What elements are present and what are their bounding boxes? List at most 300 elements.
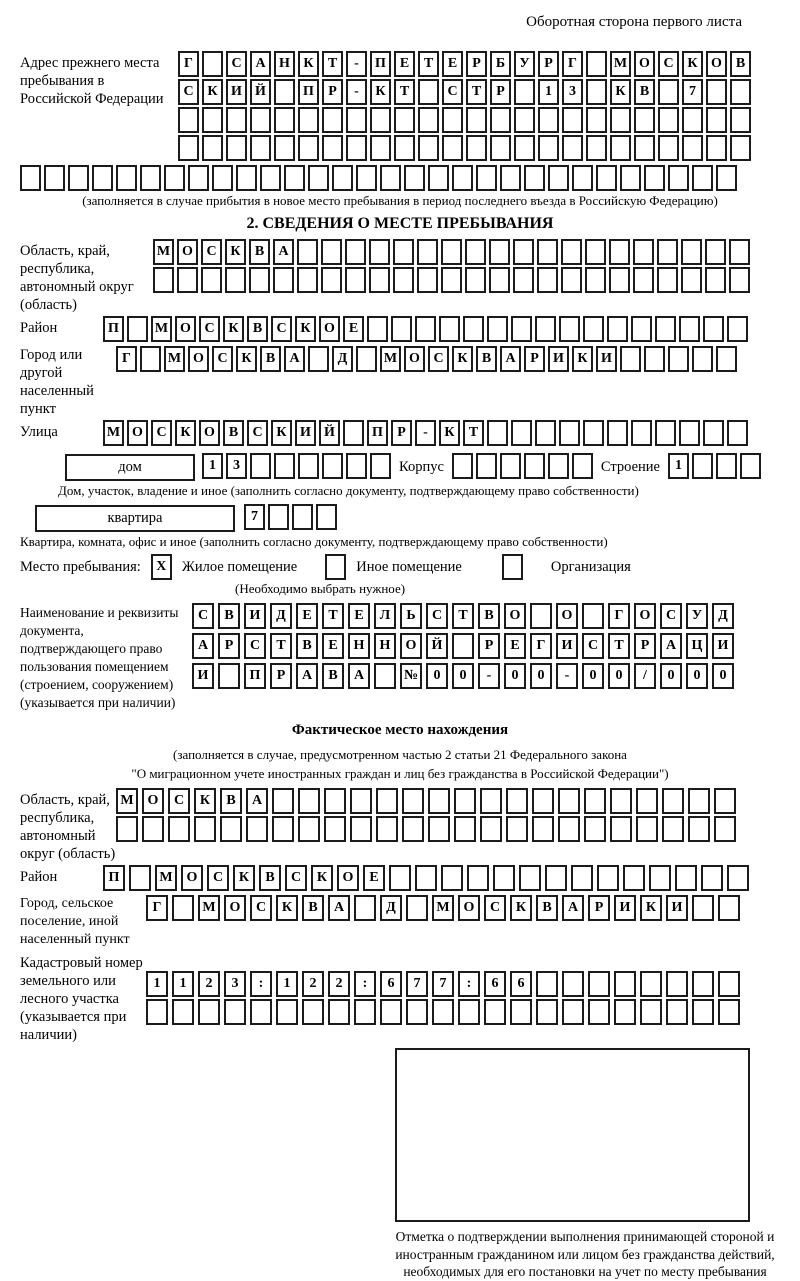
char-box[interactable]: Р — [391, 420, 412, 446]
char-box[interactable] — [706, 135, 727, 161]
char-box[interactable] — [530, 603, 552, 629]
char-box[interactable]: О — [404, 346, 425, 372]
char-box[interactable]: 1 — [668, 453, 689, 479]
char-box[interactable] — [588, 999, 610, 1025]
char-box[interactable] — [356, 346, 377, 372]
char-box[interactable] — [452, 453, 473, 479]
char-box[interactable]: К — [225, 239, 246, 265]
char-box[interactable] — [714, 788, 736, 814]
char-box[interactable]: Г — [530, 633, 552, 659]
char-box[interactable] — [658, 135, 679, 161]
char-box[interactable] — [250, 453, 271, 479]
char-box[interactable] — [276, 999, 298, 1025]
char-box[interactable] — [572, 165, 593, 191]
char-box[interactable] — [538, 107, 559, 133]
char-box[interactable]: И — [295, 420, 316, 446]
char-box[interactable]: С — [250, 895, 272, 921]
char-box[interactable]: А — [296, 663, 318, 689]
char-box[interactable] — [558, 788, 580, 814]
char-box[interactable] — [513, 239, 534, 265]
char-box[interactable]: Т — [452, 603, 474, 629]
char-box[interactable] — [692, 346, 713, 372]
ulitsa-row[interactable] — [103, 420, 780, 446]
char-box[interactable]: С — [207, 865, 229, 891]
char-box[interactable]: Ц — [686, 633, 708, 659]
char-box[interactable] — [620, 346, 641, 372]
char-box[interactable] — [467, 865, 489, 891]
checkbox-zhiloe[interactable]: X — [151, 554, 172, 580]
char-box[interactable]: К — [194, 788, 216, 814]
char-box[interactable] — [272, 816, 294, 842]
char-box[interactable]: К — [439, 420, 460, 446]
char-box[interactable] — [298, 453, 319, 479]
char-box[interactable]: Р — [490, 79, 511, 105]
char-box[interactable] — [226, 135, 247, 161]
char-box[interactable] — [345, 267, 366, 293]
char-box[interactable] — [393, 267, 414, 293]
checkbox-inoe[interactable] — [325, 554, 346, 580]
char-box[interactable]: К — [510, 895, 532, 921]
char-box[interactable] — [588, 971, 610, 997]
char-box[interactable] — [706, 79, 727, 105]
char-box[interactable]: Д — [380, 895, 402, 921]
char-box[interactable] — [510, 999, 532, 1025]
char-box[interactable]: Г — [608, 603, 630, 629]
char-box[interactable]: К — [271, 420, 292, 446]
char-box[interactable]: 2 — [328, 971, 350, 997]
char-box[interactable]: Й — [426, 633, 448, 659]
char-box[interactable]: Т — [270, 633, 292, 659]
char-box[interactable] — [402, 788, 424, 814]
char-box[interactable]: С — [658, 51, 679, 77]
char-box[interactable]: К — [236, 346, 257, 372]
char-box[interactable] — [356, 165, 377, 191]
char-box[interactable] — [610, 788, 632, 814]
char-box[interactable]: 7 — [432, 971, 454, 997]
char-box[interactable] — [321, 239, 342, 265]
char-box[interactable]: П — [367, 420, 388, 446]
char-box[interactable] — [585, 267, 606, 293]
char-box[interactable]: А — [273, 239, 294, 265]
char-box[interactable] — [514, 135, 535, 161]
char-box[interactable] — [418, 79, 439, 105]
char-box[interactable] — [572, 453, 593, 479]
char-box[interactable] — [198, 999, 220, 1025]
char-box[interactable] — [202, 135, 223, 161]
char-box[interactable] — [537, 267, 558, 293]
char-box[interactable] — [634, 135, 655, 161]
char-box[interactable]: 2 — [302, 971, 324, 997]
char-box[interactable] — [701, 865, 723, 891]
char-box[interactable] — [524, 453, 545, 479]
char-box[interactable]: : — [458, 971, 480, 997]
char-box[interactable] — [562, 107, 583, 133]
char-box[interactable]: 2 — [198, 971, 220, 997]
char-box[interactable]: В — [302, 895, 324, 921]
char-box[interactable]: М — [153, 239, 174, 265]
char-box[interactable]: Т — [466, 79, 487, 105]
char-box[interactable] — [705, 239, 726, 265]
char-box[interactable]: С — [247, 420, 268, 446]
char-box[interactable]: 7 — [682, 79, 703, 105]
gorod-row[interactable] — [116, 346, 780, 372]
char-box[interactable] — [428, 816, 450, 842]
char-box[interactable] — [537, 239, 558, 265]
char-box[interactable] — [380, 999, 402, 1025]
char-box[interactable] — [389, 865, 411, 891]
raion-row[interactable] — [103, 316, 780, 342]
char-box[interactable] — [562, 135, 583, 161]
char-box[interactable] — [538, 135, 559, 161]
char-box[interactable]: Ь — [400, 603, 422, 629]
char-box[interactable] — [609, 239, 630, 265]
char-box[interactable]: Е — [343, 316, 364, 342]
char-box[interactable] — [532, 816, 554, 842]
char-box[interactable] — [559, 316, 580, 342]
char-box[interactable] — [376, 816, 398, 842]
fact-gorod-row[interactable] — [146, 895, 780, 921]
char-box[interactable] — [324, 816, 346, 842]
char-box[interactable] — [172, 895, 194, 921]
char-box[interactable]: 0 — [686, 663, 708, 689]
fact-oblast-row-1[interactable] — [116, 788, 780, 814]
oblast-row-2[interactable] — [153, 267, 780, 293]
char-box[interactable] — [644, 165, 665, 191]
char-box[interactable]: С — [426, 603, 448, 629]
char-box[interactable]: Т — [322, 603, 344, 629]
char-box[interactable] — [692, 165, 713, 191]
char-box[interactable]: М — [164, 346, 185, 372]
char-box[interactable] — [44, 165, 65, 191]
char-box[interactable]: 0 — [582, 663, 604, 689]
char-box[interactable]: - — [346, 79, 367, 105]
char-box[interactable] — [586, 107, 607, 133]
char-box[interactable] — [284, 165, 305, 191]
char-box[interactable] — [308, 346, 329, 372]
char-box[interactable]: П — [103, 316, 124, 342]
char-box[interactable]: К — [610, 79, 631, 105]
char-box[interactable] — [250, 999, 272, 1025]
char-box[interactable] — [584, 788, 606, 814]
char-box[interactable] — [681, 267, 702, 293]
char-box[interactable] — [406, 895, 428, 921]
char-box[interactable] — [487, 316, 508, 342]
char-box[interactable] — [328, 999, 350, 1025]
char-box[interactable]: Е — [442, 51, 463, 77]
char-box[interactable]: С — [660, 603, 682, 629]
char-box[interactable]: 1 — [276, 971, 298, 997]
char-box[interactable] — [332, 165, 353, 191]
char-box[interactable] — [350, 816, 372, 842]
char-box[interactable] — [679, 316, 700, 342]
char-box[interactable]: А — [500, 346, 521, 372]
char-box[interactable] — [224, 999, 246, 1025]
char-box[interactable]: О — [400, 633, 422, 659]
char-box[interactable]: А — [246, 788, 268, 814]
char-box[interactable]: М — [151, 316, 172, 342]
char-box[interactable] — [297, 239, 318, 265]
char-box[interactable] — [322, 135, 343, 161]
char-box[interactable] — [212, 165, 233, 191]
char-box[interactable] — [298, 135, 319, 161]
char-box[interactable] — [322, 107, 343, 133]
char-box[interactable] — [718, 971, 740, 997]
doc-row-2[interactable] — [192, 633, 780, 659]
char-box[interactable] — [511, 420, 532, 446]
char-box[interactable] — [274, 135, 295, 161]
char-box[interactable]: Н — [274, 51, 295, 77]
dom-number-boxes[interactable] — [202, 453, 391, 479]
char-box[interactable] — [586, 135, 607, 161]
char-box[interactable] — [668, 165, 689, 191]
char-box[interactable]: Й — [250, 79, 271, 105]
char-box[interactable] — [688, 788, 710, 814]
char-box[interactable] — [655, 420, 676, 446]
char-box[interactable] — [116, 816, 138, 842]
char-box[interactable] — [607, 420, 628, 446]
char-box[interactable] — [20, 165, 41, 191]
char-box[interactable]: О — [175, 316, 196, 342]
char-box[interactable]: 1 — [146, 971, 168, 997]
char-box[interactable] — [583, 420, 604, 446]
char-box[interactable]: И — [192, 663, 214, 689]
char-box[interactable] — [465, 239, 486, 265]
prev-address-row-4[interactable] — [178, 135, 780, 161]
char-box[interactable] — [493, 865, 515, 891]
char-box[interactable] — [369, 267, 390, 293]
char-box[interactable]: И — [226, 79, 247, 105]
char-box[interactable] — [202, 107, 223, 133]
char-box[interactable]: 0 — [426, 663, 448, 689]
char-box[interactable] — [610, 107, 631, 133]
char-box[interactable] — [730, 107, 751, 133]
char-box[interactable] — [153, 267, 174, 293]
char-box[interactable]: О — [319, 316, 340, 342]
char-box[interactable] — [596, 165, 617, 191]
char-box[interactable]: Р — [322, 79, 343, 105]
char-box[interactable] — [194, 816, 216, 842]
char-box[interactable]: О — [634, 51, 655, 77]
char-box[interactable] — [246, 816, 268, 842]
char-box[interactable] — [92, 165, 113, 191]
char-box[interactable] — [535, 316, 556, 342]
char-box[interactable]: В — [730, 51, 751, 77]
char-box[interactable]: Т — [322, 51, 343, 77]
char-box[interactable] — [418, 107, 439, 133]
char-box[interactable] — [484, 999, 506, 1025]
char-box[interactable] — [298, 107, 319, 133]
char-box[interactable] — [675, 865, 697, 891]
char-box[interactable] — [679, 420, 700, 446]
char-box[interactable] — [458, 999, 480, 1025]
stroenie-boxes[interactable] — [668, 453, 761, 479]
char-box[interactable]: М — [198, 895, 220, 921]
char-box[interactable]: П — [244, 663, 266, 689]
char-box[interactable]: М — [103, 420, 124, 446]
char-box[interactable] — [633, 267, 654, 293]
doc-row-3[interactable] — [192, 663, 780, 689]
char-box[interactable] — [298, 788, 320, 814]
char-box[interactable] — [631, 420, 652, 446]
char-box[interactable] — [561, 239, 582, 265]
char-box[interactable]: Г — [116, 346, 137, 372]
char-box[interactable] — [374, 663, 396, 689]
char-box[interactable] — [561, 267, 582, 293]
char-box[interactable]: А — [348, 663, 370, 689]
char-box[interactable]: - — [478, 663, 500, 689]
char-box[interactable] — [322, 453, 343, 479]
char-box[interactable]: И — [548, 346, 569, 372]
char-box[interactable]: А — [284, 346, 305, 372]
char-box[interactable] — [370, 135, 391, 161]
char-box[interactable] — [535, 420, 556, 446]
char-box[interactable] — [404, 165, 425, 191]
char-box[interactable]: Р — [588, 895, 610, 921]
char-box[interactable] — [640, 999, 662, 1025]
char-box[interactable]: Р — [478, 633, 500, 659]
char-box[interactable] — [302, 999, 324, 1025]
char-box[interactable]: Т — [418, 51, 439, 77]
char-box[interactable]: 0 — [452, 663, 474, 689]
char-box[interactable]: Т — [463, 420, 484, 446]
char-box[interactable] — [454, 816, 476, 842]
char-box[interactable] — [168, 816, 190, 842]
char-box[interactable]: К — [233, 865, 255, 891]
char-box[interactable]: С — [201, 239, 222, 265]
char-box[interactable]: С — [244, 633, 266, 659]
char-box[interactable]: В — [634, 79, 655, 105]
char-box[interactable]: Н — [348, 633, 370, 659]
char-box[interactable]: Р — [218, 633, 240, 659]
char-box[interactable] — [545, 865, 567, 891]
char-box[interactable]: № — [400, 663, 422, 689]
prev-address-row-3[interactable] — [178, 107, 780, 133]
char-box[interactable] — [476, 165, 497, 191]
char-box[interactable]: И — [556, 633, 578, 659]
prev-address-row-1[interactable] — [178, 51, 780, 77]
char-box[interactable]: Е — [504, 633, 526, 659]
char-box[interactable]: 1 — [202, 453, 223, 479]
char-box[interactable]: О — [337, 865, 359, 891]
char-box[interactable] — [658, 107, 679, 133]
char-box[interactable] — [452, 165, 473, 191]
char-box[interactable] — [562, 999, 584, 1025]
char-box[interactable]: А — [660, 633, 682, 659]
char-box[interactable] — [586, 51, 607, 77]
char-box[interactable] — [623, 865, 645, 891]
char-box[interactable]: 1 — [538, 79, 559, 105]
char-box[interactable] — [178, 107, 199, 133]
char-box[interactable]: В — [249, 239, 270, 265]
char-box[interactable]: С — [428, 346, 449, 372]
char-box[interactable] — [394, 107, 415, 133]
char-box[interactable]: Л — [374, 603, 396, 629]
char-box[interactable] — [727, 865, 749, 891]
char-box[interactable] — [692, 453, 713, 479]
char-box[interactable]: О — [188, 346, 209, 372]
char-box[interactable] — [142, 816, 164, 842]
fact-raion-row[interactable] — [103, 865, 780, 891]
char-box[interactable]: Г — [562, 51, 583, 77]
char-box[interactable] — [116, 165, 137, 191]
char-box[interactable] — [666, 971, 688, 997]
char-box[interactable]: И — [666, 895, 688, 921]
char-box[interactable]: 3 — [562, 79, 583, 105]
char-box[interactable]: 0 — [608, 663, 630, 689]
char-box[interactable]: К — [682, 51, 703, 77]
char-box[interactable]: В — [476, 346, 497, 372]
char-box[interactable]: К — [175, 420, 196, 446]
char-box[interactable]: Т — [608, 633, 630, 659]
char-box[interactable] — [354, 895, 376, 921]
char-box[interactable]: О — [706, 51, 727, 77]
korpus-boxes[interactable] — [452, 453, 593, 479]
char-box[interactable] — [662, 788, 684, 814]
char-box[interactable] — [274, 453, 295, 479]
char-box[interactable] — [614, 999, 636, 1025]
char-box[interactable] — [571, 865, 593, 891]
char-box[interactable]: О — [224, 895, 246, 921]
char-box[interactable] — [657, 239, 678, 265]
char-box[interactable]: Г — [146, 895, 168, 921]
fact-oblast-row-2[interactable] — [116, 816, 780, 842]
char-box[interactable]: 3 — [226, 453, 247, 479]
char-box[interactable] — [249, 267, 270, 293]
char-box[interactable]: 3 — [224, 971, 246, 997]
char-box[interactable]: Д — [270, 603, 292, 629]
char-box[interactable] — [417, 239, 438, 265]
char-box[interactable] — [129, 865, 151, 891]
char-box[interactable] — [380, 165, 401, 191]
char-box[interactable]: О — [504, 603, 526, 629]
char-box[interactable] — [489, 267, 510, 293]
char-box[interactable] — [519, 865, 541, 891]
char-box[interactable] — [220, 816, 242, 842]
char-box[interactable] — [536, 971, 558, 997]
char-box[interactable]: М — [610, 51, 631, 77]
char-box[interactable] — [513, 267, 534, 293]
char-box[interactable] — [666, 999, 688, 1025]
checkbox-organizaciya[interactable] — [502, 554, 523, 580]
char-box[interactable]: : — [354, 971, 376, 997]
char-box[interactable] — [706, 107, 727, 133]
char-box[interactable]: 6 — [380, 971, 402, 997]
char-box[interactable] — [688, 816, 710, 842]
char-box[interactable] — [480, 788, 502, 814]
char-box[interactable]: К — [311, 865, 333, 891]
oblast-row-1[interactable] — [153, 239, 780, 265]
char-box[interactable] — [729, 267, 750, 293]
char-box[interactable]: Р — [270, 663, 292, 689]
char-box[interactable]: К — [640, 895, 662, 921]
char-box[interactable]: П — [298, 79, 319, 105]
char-box[interactable] — [346, 107, 367, 133]
char-box[interactable] — [127, 316, 148, 342]
char-box[interactable]: Б — [490, 51, 511, 77]
char-box[interactable] — [681, 239, 702, 265]
char-box[interactable]: К — [298, 51, 319, 77]
char-box[interactable]: О — [556, 603, 578, 629]
char-box[interactable] — [597, 865, 619, 891]
char-box[interactable] — [610, 816, 632, 842]
char-box[interactable] — [640, 971, 662, 997]
char-box[interactable] — [391, 316, 412, 342]
char-box[interactable]: : — [250, 971, 272, 997]
char-box[interactable] — [454, 788, 476, 814]
prev-address-row-5[interactable] — [20, 165, 780, 191]
char-box[interactable]: С — [178, 79, 199, 105]
char-box[interactable]: К — [452, 346, 473, 372]
